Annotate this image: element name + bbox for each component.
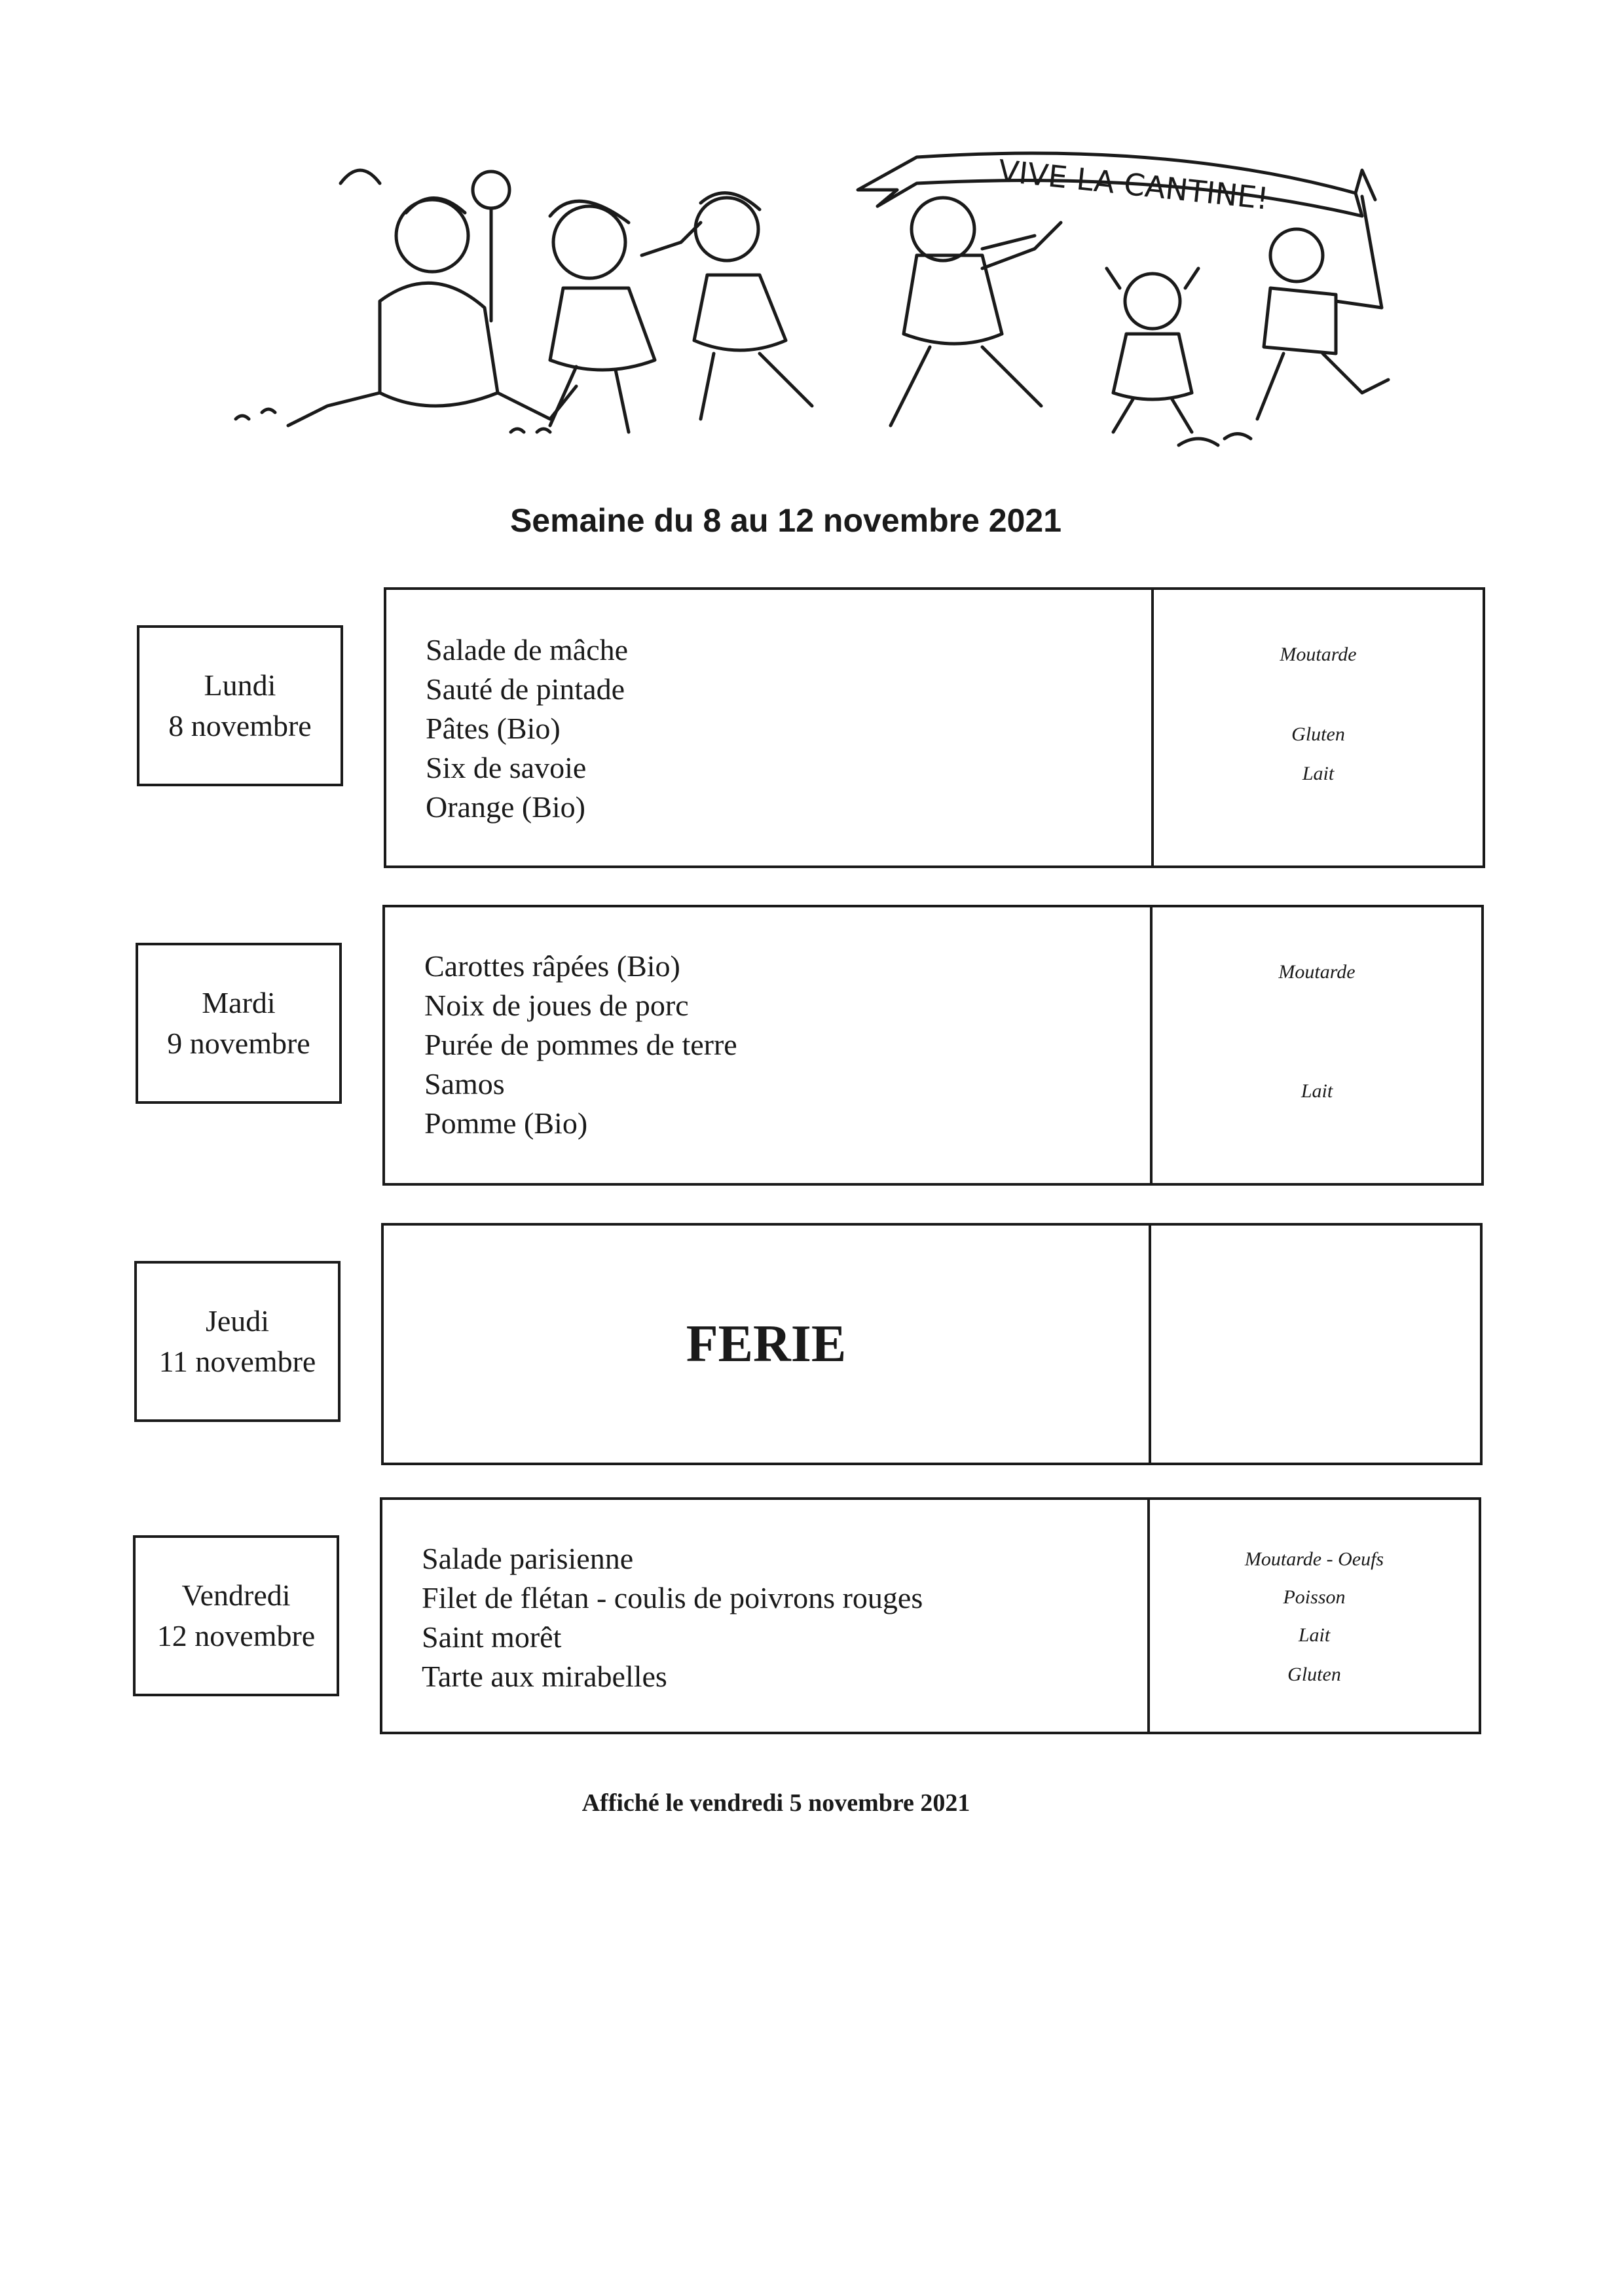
allergen-item: Lait	[1302, 763, 1335, 784]
dish-item: Pâtes (Bio)	[426, 712, 561, 745]
day-box-jeudi	[134, 1261, 341, 1422]
allergen-item: Moutarde	[1280, 644, 1357, 665]
allergens-list	[1150, 1500, 1479, 1732]
dish-item: Carottes râpées (Bio)	[424, 949, 680, 983]
day-box-lundi	[137, 625, 343, 786]
page-title: Semaine du 8 au 12 novembre 2021	[509, 502, 1062, 539]
dish-item: Six de savoie	[426, 751, 587, 784]
holiday-label	[384, 1226, 1151, 1463]
allergens-list	[1153, 907, 1481, 1183]
dishes-list	[386, 590, 1154, 866]
allergen-item: Moutarde - Oeufs	[1244, 1548, 1384, 1570]
day-box-mardi	[136, 943, 342, 1104]
day-date: 8 novembre	[168, 709, 312, 742]
dish-item: Purée de pommes de terre	[424, 1028, 737, 1061]
day-box-vendredi	[133, 1535, 339, 1696]
allergens-list	[1154, 590, 1483, 866]
dish-item: Salade de mâche	[426, 633, 629, 666]
vive-la-cantine-illustration	[183, 144, 1441, 471]
day-name: Jeudi	[205, 1304, 270, 1338]
dish-item: Filet de flétan - coulis de poivrons rouges	[422, 1581, 923, 1614]
menu-box-jeudi	[381, 1223, 1483, 1465]
posted-date: Affiché le vendredi 5 novembre 2021	[581, 1789, 970, 1817]
allergen-item: Poisson	[1283, 1586, 1346, 1608]
day-date: 11 novembre	[158, 1345, 316, 1378]
day-name: Mardi	[202, 986, 276, 1019]
dishes-list	[385, 907, 1153, 1183]
ferie-text: FERIE	[686, 1315, 847, 1373]
dish-item: Noix de joues de porc	[424, 989, 689, 1022]
menu-box-lundi	[384, 587, 1485, 868]
day-name: Vendredi	[181, 1578, 291, 1612]
dish-item: Tarte aux mirabelles	[422, 1660, 667, 1693]
dish-item: Sauté de pintade	[426, 672, 625, 706]
day-name: Lundi	[204, 668, 276, 702]
allergen-item: Gluten	[1287, 1664, 1341, 1685]
allergen-item: Lait	[1301, 1080, 1333, 1102]
dish-item: Salade parisienne	[422, 1542, 634, 1575]
dish-item: Saint morêt	[422, 1620, 562, 1654]
dish-item: Samos	[424, 1067, 505, 1101]
banner-text: VIVE LA CANTINE!	[996, 153, 1270, 217]
allergen-item: Lait	[1298, 1624, 1331, 1646]
dish-item: Orange (Bio)	[426, 790, 585, 824]
allergens-list	[1151, 1226, 1480, 1463]
menu-box-vendredi	[380, 1497, 1481, 1734]
dish-item: Pomme (Bio)	[424, 1106, 588, 1140]
allergen-item: Gluten	[1291, 723, 1345, 745]
dishes-list	[382, 1500, 1150, 1732]
menu-box-mardi	[382, 905, 1484, 1186]
allergen-item: Moutarde	[1278, 961, 1356, 983]
day-date: 9 novembre	[167, 1027, 310, 1060]
day-date: 12 novembre	[157, 1619, 316, 1652]
